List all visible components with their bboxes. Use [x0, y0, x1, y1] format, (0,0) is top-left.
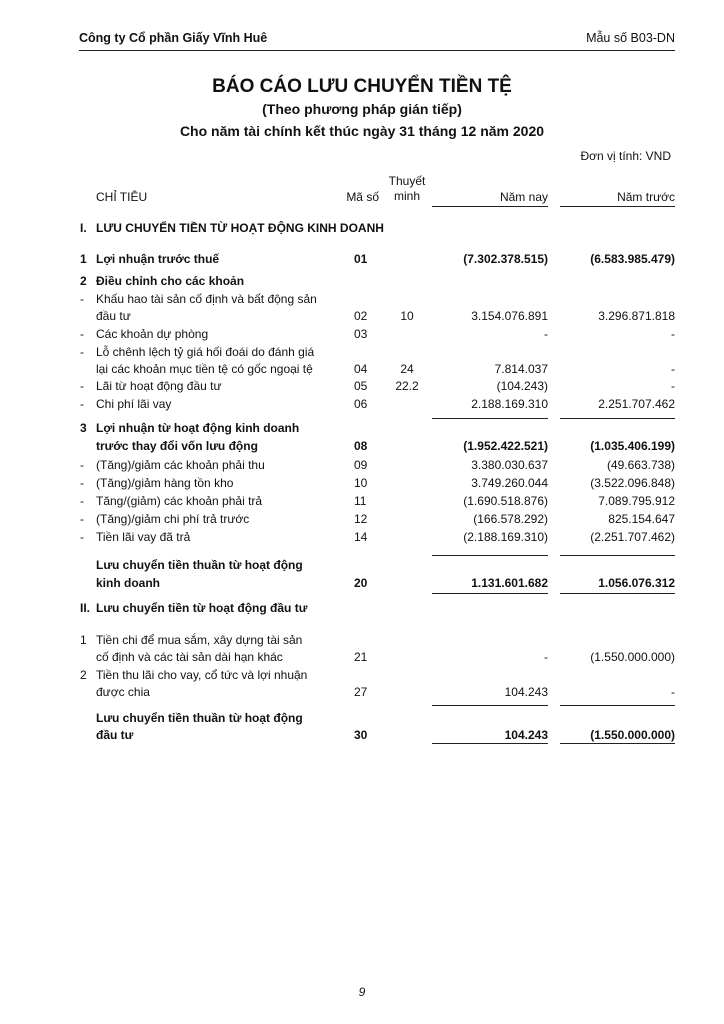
total-rule: [432, 593, 548, 594]
report-period: Cho năm tài chính kết thúc ngày 31 tháng 12 năm 2020: [179, 123, 545, 139]
page-number: 9: [358, 985, 366, 999]
report-subtitle: (Theo phương pháp gián tiếp): [262, 101, 462, 117]
total-rule: [432, 743, 548, 744]
currency-unit: Đơn vị tính: VND: [580, 149, 671, 163]
subtotal-rule: [560, 705, 675, 706]
subtotal-rule: [560, 555, 675, 556]
column-header-previous-year: Năm trước: [560, 190, 675, 207]
form-number: Mẫu số B03-DN: [586, 31, 675, 45]
total-rule: [560, 743, 675, 744]
column-header-code: Mã số: [346, 190, 379, 204]
column-header-current-year: Năm nay: [432, 190, 548, 207]
subtotal-rule: [560, 418, 675, 419]
column-header-note: Thuyết minh: [388, 174, 426, 203]
report-title: BÁO CÁO LƯU CHUYỂN TIỀN TỆ: [212, 76, 512, 97]
total-rule: [560, 593, 675, 594]
column-header-label: CHỈ TIÊU: [96, 190, 148, 204]
subtotal-rule: [432, 705, 548, 706]
subtotal-rule: [432, 555, 548, 556]
company-name: Công ty Cổ phần Giấy Vĩnh Huê: [79, 31, 268, 45]
subtotal-rule: [432, 418, 548, 419]
page-header: [79, 28, 675, 51]
